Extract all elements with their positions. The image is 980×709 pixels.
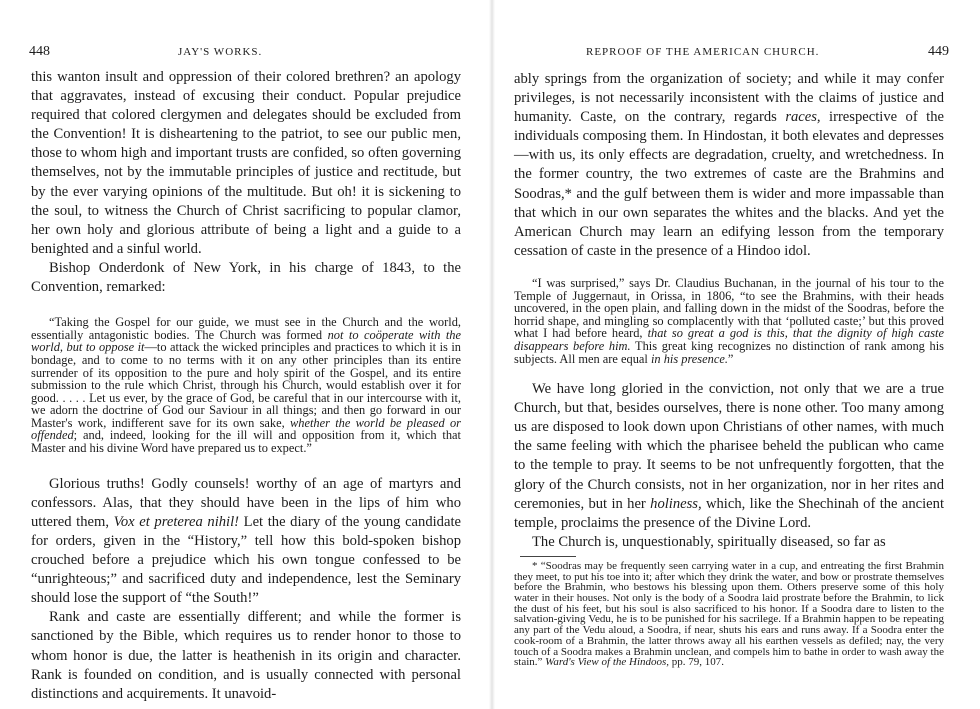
paragraph: Glorious truths! Godly counsels! worthy of an age of martyrs and confessors. Alas, that they should have been in the lips of him who uttered them, Vox et preterea nihil! Let the diary of the young candidate for orders, given in the “History,” tell how this bold-spoken bishop crouched before a prejudice which his own tongue confessed to be “unrighteous;” and sacrificed duty and independence, lest the Seminary should lose the support of “the South!” (31, 475, 461, 607)
page-number: 449 (928, 44, 949, 59)
footnote-rule (520, 556, 576, 557)
paragraph: Bishop Onderdonk of New York, in his charge of 1843, to the Convention, remarked: (31, 259, 461, 296)
running-head: REPROOF OF THE AMERICAN CHURCH. (586, 46, 820, 58)
block-quote: “Taking the Gospel for our guide, we must see in the Church and the world, essentially antagonistic bodies. The Church was formed not to coöperate with the world, but to oppose it—to attack the wicked principles and practices to which it is in bondage, and to come to no terms with it on any other principles than its entire surrender of its opposition to the pure and holy spirit of the Gospel, and its entire submission to the rule which Christ, through his Church, would establish over it for good. . . . . Let us ever, by the grace of God, be careful that in our intercourse with it, we adorn the doctrine of God our Saviour in all things; and then go forward in our Master's work, indifferent save for its own sake, whether the world be pleased or offended; and, indeed, looking for the ill will and opposition from it, which that Master and his divine Word have prepared us to expect.” (31, 315, 462, 456)
paragraph: We have long gloried in the conviction, not only that we are a true Church, but that, besides ourselves, there is none other. Too many among us are disposed to look down upon Christians of other names, with much the same feeling with which the pharisee beheld the publican who came to the temple to pray. It seems to be not unfrequently forgotten, that the glory of the Church consists, not in her organization, nor in her rites and ceremonies, but in her holiness, which, like the Shechinah of the ancient temple, proclaims the presence of the Divine Lord. (514, 381, 945, 531)
right-page (492, 0, 980, 709)
page-number: 448 (29, 44, 50, 59)
paragraph: ably springs from the organization of society; and while it may confer privileges, is not necessarily inconsistent with the claims of justice and humanity. Caste, on the contrary, regards races, irrespective of the individuals composing them. In Hindostan, it both elevates and depresses—with us, its only effects are degradation, cruelty, and wretchedness. In the former country, the two extremes of caste are the Brahmins and Soodras,* and the gulf between them is wider and more impassable than that which in our own separates the whites and the blacks. And yet the American Church may learn an edifying lesson from the temporary cessation of caste in the presence of a Hindoo idol. (514, 71, 944, 259)
paragraph: The Church is, unquestionably, spiritually diseased, so far as (532, 533, 886, 550)
right-body (514, 70, 944, 668)
paragraph: Rank and caste are essentially different; and while the former is sanctioned by the Bible, which requires us to render honor to those to whom honor is due, the latter is heathenish in its origin and character. Rank is founded on condition, and is usually connected with personal distinctions and acquirements. It unavoid- (31, 609, 461, 702)
running-head: JAY'S WORKS. (178, 46, 263, 58)
footnote: * “Soodras may be frequently seen carrying water in a cup, and entreating the first Brahmin they meet, to put his toe into it; after which they drink the water, and bow or prostrate themselves before the Brahmin, who bestows his blessing upon them. Others preserve some of this holy water in their houses. Not only is the body of a Soodra laid prostrate before the Brahmin, to lick the dust of his feet, but his soul is also sacrificed to his honor. If a Soodra dare to listen to the salvation-giving Vedu, he is to be punished for his sacrilege. If a Brahmin happen to be repeating any part of the Vedu aloud, a Soodra, if near, shuts his ears and runs away. If a Soodra enter the cook-room of a Brahmin, the latter throws away all his earthen vessels as defiled; nay, the very touch of a Soodra makes a Brahmin unclean, and compels him to bathe in order to wash away the stain.” Ward's View of the Hindoos, pp. 79, 107. (514, 559, 944, 669)
left-body (31, 68, 461, 704)
block-quote: “I was surprised,” says Dr. Claudius Buchanan, in the journal of his tour to the Temple of Juggernaut, in Orissa, in 1806, “to see the Brahmins, with their heads uncovered, in the open plain, and falling down in the midst of the Soodras, before the horrid shape, and mingling so complacently with that ‘polluted caste;’ but this proved what I had before heard, that so great a god is this, that the dignity of high caste disappears before him. This great king recognizes no distinction of rank among his subjects. All men are equal in his presence.” (514, 275, 945, 366)
paragraph: this wanton insult and oppression of their colored brethren? an apology that aggravates, instead of excusing their conduct. Popular prejudice required that colored clergymen and delegates should be excluded from the Convention! It is disheartening to the patriot, to see our public men, those to whom high and important trusts are confided, so often governing themselves, not by the immutable principles of justice and rectitude, but by the ever varying opinions of the multitude. But oh! it is sickening to the soul, to witness the Church of Christ sacrificing to popular clamor, her own holy and glorious attribute of being a light and a guide to a benighted and a sinful world. (31, 69, 461, 257)
